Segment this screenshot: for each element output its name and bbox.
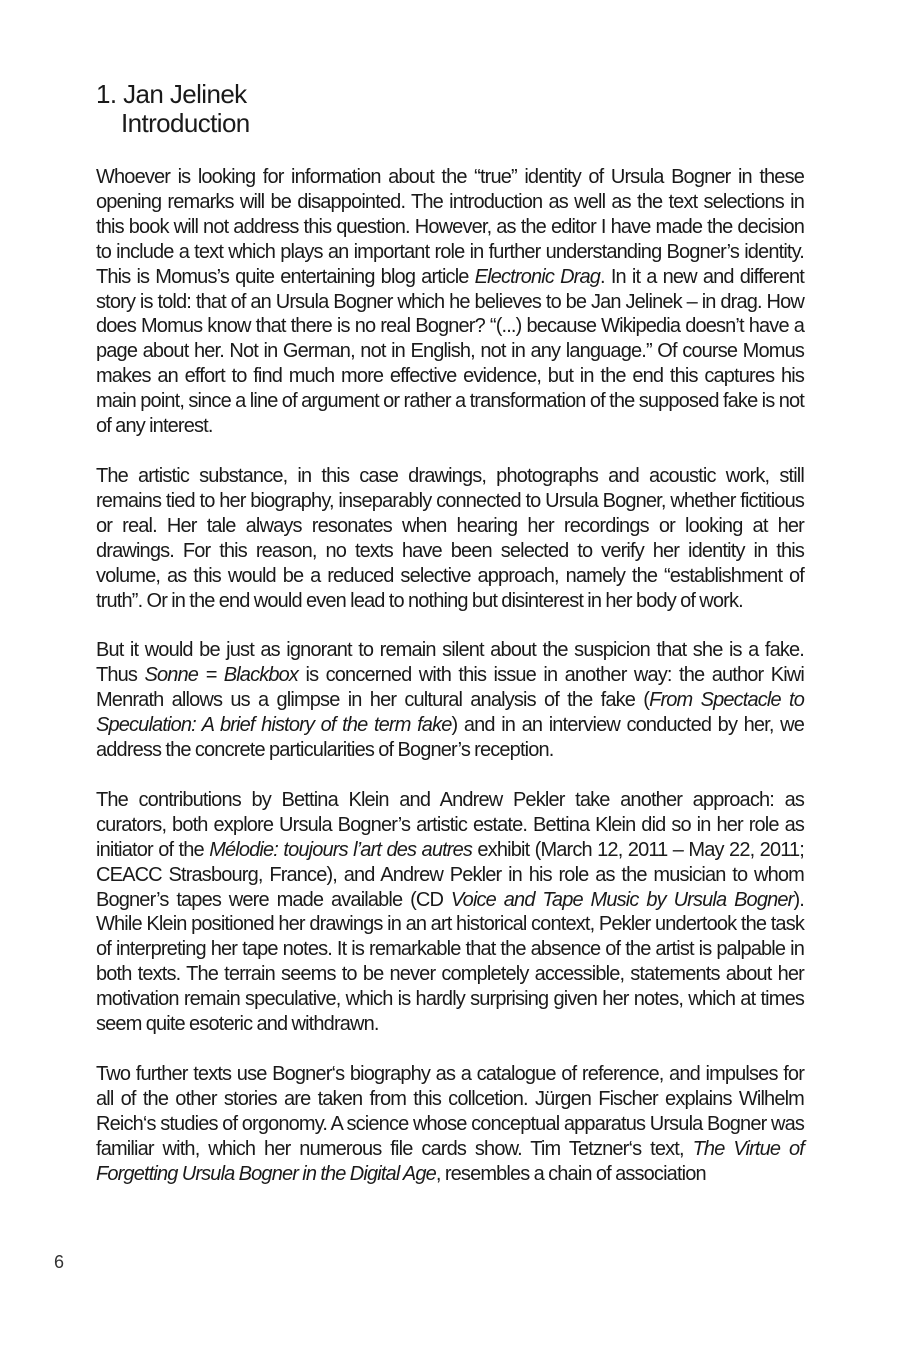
page-number: 6	[54, 1252, 65, 1272]
text-run: But it would be just as ignorant to remain silent about the suspicion that she is a fake. Thus	[96, 639, 804, 687]
text-run: is concerned with this issue in another way: the author Kiwi Menrath allows us a glimpse in her cultural analysis of the fake (	[96, 664, 804, 712]
text-run: , resembles a chain of association	[435, 1162, 706, 1185]
text-run: . In it a new and different story is told: that of an Ursula Bogner which he believes to be Jan Jelinek – in drag. How does Momus know that there is no real Bogner? “(...) because Wikipedia doesn’t have a page about her. Not in German, not in English, not in any language.” Of course Momus makes an effort to find much more effective evidence, but in the end this captures his main point, since a line of argument or rather a transformation of the supposed fake is not of any interest.	[96, 265, 805, 438]
page-content	[96, 80, 804, 1212]
italic-title: From Spectacle to Speculation: A brief history of the term fake	[96, 689, 804, 737]
chapter-number-author: 1. Jan Jelinek	[96, 79, 247, 109]
italic-title: The Virtue of Forgetting Ursula Bogner in the Digital Age	[96, 1137, 805, 1185]
text-run: exhibit (March 12, 2011 – May 22, 2011; CEACC Strasbourg, France), and Andrew Pekler in his role as the musician to whom Bogner’s tapes were made available (CD	[96, 838, 804, 911]
text-run: Whoever is looking for information about the “true” identity of Ursula Bogner in these opening remarks will be disappointed. The introduction as well as the text selections in this book will not address this question. However, as the editor I have made the decision to include a text which plays an important role in further understanding Bogner’s identity. This is Momus’s quite entertaining blog article	[96, 166, 804, 288]
italic-title: Mélodie: toujours l’art des autres	[209, 838, 473, 861]
chapter-title: Introduction	[121, 108, 250, 138]
text-run: The artistic substance, in this case drawings, photographs and acoustic work, still remains tied to her biography, inseparably connected to Ursula Bogner, whether fictitious or real. Her tale always resonates when hearing her recordings or looking at her drawings. For this reason, no texts have been selected to verify her identity in this volume, as this would be a reduced selective approach, namely the “establishment of truth”. Or in the end would even lead to nothing but disinterest in her body of work.	[96, 464, 804, 612]
text-run: The contributions by Bettina Klein and Andrew Pekler take another approach: as curators, both explore Ursula Bogner’s artistic estate. Bettina Klein did so in her role as initiator of the	[96, 788, 804, 861]
paragraph-5	[96, 1062, 804, 1187]
text-run: ) and in an interview conducted by her, we address the concrete particularities of Bogner’s reception.	[96, 714, 804, 762]
paragraph-2	[96, 464, 804, 613]
italic-title: Voice and Tape Music by Ursula Bogner	[450, 888, 794, 911]
text-run: ). While Klein positioned her drawings in an art historical context, Pekler undertook the task of interpreting her tape notes. It is remarkable that the absence of the artist is palpable in both texts. The terrain seems to be never completely accessible, statements about her motivation remain speculative, which is hardly surprising given her notes, which at times seem quite esoteric and withdrawn.	[96, 888, 804, 1036]
italic-title: Sonne = Blackbox	[144, 664, 299, 687]
chapter-heading	[96, 80, 804, 138]
text-run: Two further texts use Bogner‘s biography as a catalogue of reference, and impulses for all of the other stories are taken from this collcetion. Jürgen Fischer explains Wilhelm Reich‘s studies of orgonomy. A science whose conceptual apparatus Ursula Bogner was familiar with, which her numerous file cards show. Tim Tetzner‘s text,	[96, 1063, 804, 1160]
italic-title: Electronic Drag	[474, 265, 601, 288]
paragraph-4	[96, 788, 804, 1037]
paragraph-1	[96, 165, 804, 439]
paragraph-3	[96, 638, 804, 763]
